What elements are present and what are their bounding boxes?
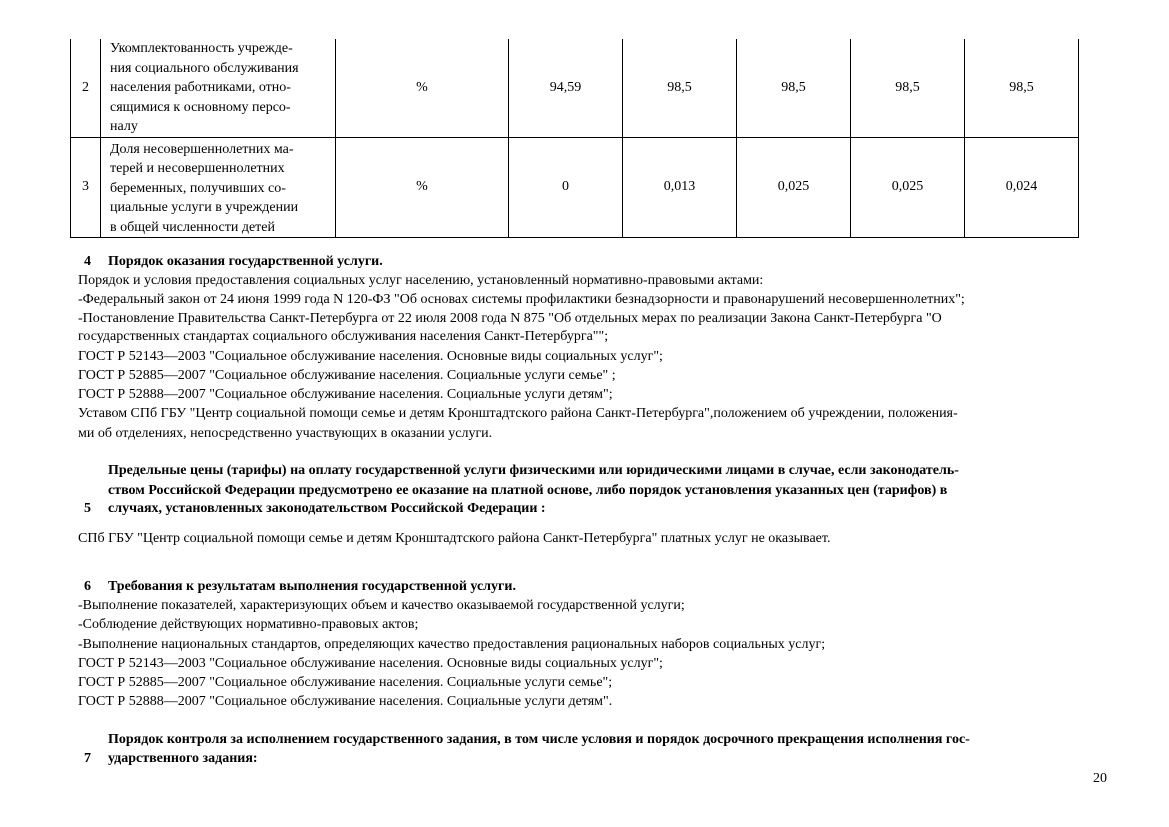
section-6-line: -Выполнение национальных стандартов, определяющих качество предоставления рациональных наборов социальных услуг; <box>78 637 826 652</box>
value-cell: 98,5 <box>623 39 737 137</box>
section-7-number: 7 <box>84 751 91 766</box>
section-4-line: ГОСТ Р 52143—2003 "Социальное обслуживание населения. Основные виды социальных услуг"; <box>78 349 663 364</box>
value-cell: 0,025 <box>851 137 965 238</box>
section-6-line: -Соблюдение действующих нормативно-правовых актов; <box>78 617 419 632</box>
value-cell: 0 <box>509 137 623 238</box>
page-number: 20 <box>1093 771 1107 786</box>
section-4-line: ГОСТ Р 52885—2007 "Социальное обслуживание населения. Социальные услуги семье" ; <box>78 368 616 383</box>
section-4-line: ми об отделениях, непосредственно участвующих в оказании услуги. <box>78 426 493 441</box>
section-6-title: Требования к результатам выполнения государственной услуги. <box>108 579 516 594</box>
indicator-description <box>101 39 336 137</box>
desc-line: сящимися к основному персо- <box>110 99 291 115</box>
table-row <box>71 39 1079 137</box>
desc-line: циальные услуги в учреждении <box>110 200 299 215</box>
unit-cell: % <box>336 39 509 137</box>
value-cell: 98,5 <box>737 39 851 137</box>
section-4-title: Порядок оказания государственной услуги. <box>108 254 383 269</box>
value-cell: 98,5 <box>851 39 965 137</box>
section-5-title: Предельные цены (тарифы) на оплату государственной услуги физическими или юридическими лицами в случае, если законодатель- <box>108 463 959 478</box>
section-5-title: ством Российской Федерации предусмотрено ее оказание на платной основе, либо порядок установления указанных цен (тарифов) в <box>108 483 948 498</box>
section-6-line: ГОСТ Р 52143—2003 "Социальное обслуживание населения. Основные виды социальных услуг"; <box>78 656 663 671</box>
indicators-table <box>70 39 1079 238</box>
desc-line: терей и несовершеннолетних <box>110 161 285 176</box>
section-4-line: ГОСТ Р 52888—2007 "Социальное обслуживание населения. Социальные услуги детям"; <box>78 387 613 402</box>
row-number: 2 <box>71 39 101 137</box>
value-cell: 0,024 <box>965 137 1079 238</box>
desc-line: беременных, получивших со- <box>110 180 286 196</box>
section-6-line: -Выполнение показателей, характеризующих объем и качество оказываемой государственной услуги; <box>78 598 685 613</box>
desc-line: налу <box>110 119 138 134</box>
value-cell: 0,025 <box>737 137 851 238</box>
desc-line: Укомплектованность учрежде- <box>110 41 293 56</box>
row-number: 3 <box>71 137 101 238</box>
section-4-number: 4 <box>84 254 91 269</box>
value-cell: 0,013 <box>623 137 737 238</box>
section-6-line: ГОСТ Р 52885—2007 "Социальное обслуживание населения. Социальные услуги семье"; <box>78 675 613 690</box>
value-cell: 94,59 <box>509 39 623 137</box>
section-4-line: государственных стандартах социального обслуживания населения Санкт-Петербурга""; <box>78 329 609 344</box>
section-7-title: ударственного задания: <box>108 751 258 766</box>
desc-line: населения работниками, отно- <box>110 80 291 95</box>
table-row <box>71 137 1079 238</box>
section-6-line: ГОСТ Р 52888—2007 "Социальное обслуживание населения. Социальные услуги детям". <box>78 694 613 709</box>
desc-line: ния социального обслуживания <box>110 60 299 76</box>
section-4-line: Порядок и условия предоставления социальных услуг населению, установленный нормативно-правовыми актами: <box>78 273 764 288</box>
indicator-description <box>101 137 336 238</box>
section-4-line: Уставом СПб ГБУ "Центр социальной помощи семье и детям Кронштадтского района Санкт-Петербурга",положением об учреждении, положения- <box>78 406 958 421</box>
section-5-number: 5 <box>84 501 91 516</box>
section-4-line: -Федеральный закон от 24 июня 1999 года N 120-ФЗ "Об основах системы профилактики безнадзорности и правонарушений несовершеннолетних"; <box>78 292 965 307</box>
value-cell: 98,5 <box>965 39 1079 137</box>
section-5-text: СПб ГБУ "Центр социальной помощи семье и детям Кронштадтского района Санкт-Петербурга" платных услуг не оказывает. <box>78 531 831 546</box>
section-4-line: -Постановление Правительства Санкт-Петербурга от 22 июля 2008 года N 875 "Об отдельных мерах по реализации Закона Санкт-Петербурга "О <box>78 311 942 326</box>
desc-line: в общей численности детей <box>110 219 275 235</box>
desc-line: Доля несовершеннолетних ма- <box>110 141 294 157</box>
section-6-number: 6 <box>84 579 91 594</box>
unit-cell: % <box>336 137 509 238</box>
section-7-title: Порядок контроля за исполнением государственного задания, в том числе условия и порядок досрочного прекращения исполнения гос- <box>108 732 970 747</box>
section-5-title: случаях, установленных законодательством Российской Федерации : <box>108 501 546 516</box>
